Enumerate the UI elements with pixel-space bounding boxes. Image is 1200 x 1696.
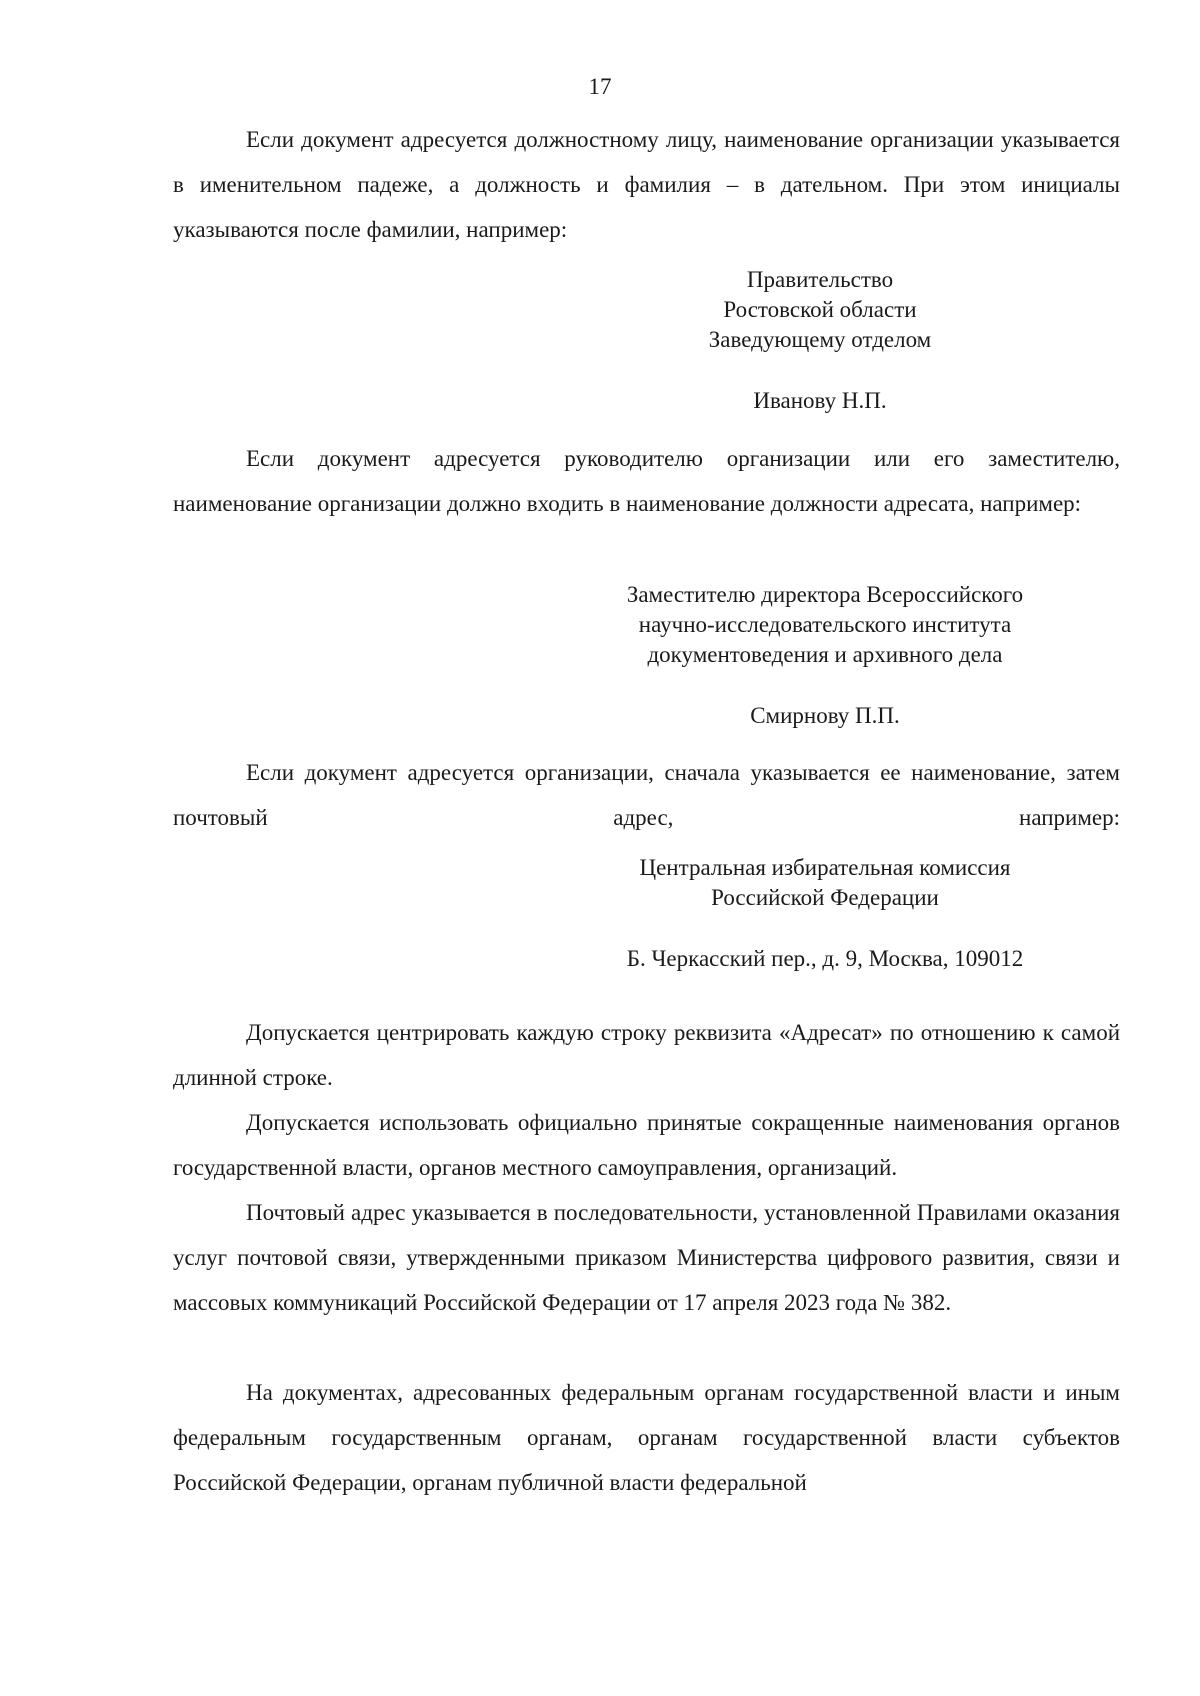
example-line: документоведения и архивного дела	[647, 642, 1003, 667]
example-line: Центральная избирательная комиссия	[639, 855, 1011, 880]
example-addressee-head	[590, 580, 1060, 670]
example-line: Заместителю директора Всероссийского	[626, 582, 1024, 607]
example-line: Ростовской области	[723, 297, 917, 322]
paragraph-official-addressee: Если документ адресуется должностному лицу, наименование организации указывается в именительном падеже, а должность и фамилия – в дательном. При этом инициалы указываются после фамилии, например:	[173, 127, 1120, 242]
paragraph-centering: Допускается центрировать каждую строку реквизита «Адресат» по отношению к самой длинной строке.	[173, 1020, 1120, 1090]
example-addressee-name: Иванову Н.П.	[753, 388, 887, 413]
example-line: Российской Федерации	[711, 885, 939, 910]
paragraph-organization-addressee: Если документ адресуется организации, сначала указывается ее наименование, затем почтовый адрес, например:	[173, 760, 1120, 830]
example-line: Правительство	[746, 267, 894, 292]
example-addressee-organization	[590, 853, 1060, 913]
paragraph-head-addressee: Если документ адресуется руководителю организации или его заместителю, наименование организации должно входить в наименование должности адресата, например:	[173, 446, 1120, 516]
example-line: научно-исследовательского института	[638, 612, 1012, 637]
paragraph-postal-address: Почтовый адрес указывается в последовательности, установленной Правилами оказания услуг почтовой связи, утвержденными приказом Министерства цифрового развития, связи и массовых коммуникаций Российской Федерации от 17 апреля 2023 года № 382.	[173, 1200, 1120, 1315]
paragraph-abbreviations: Допускается использовать официально принятые сокращенные наименования органов государственной власти, органов местного самоуправления, организаций.	[173, 1110, 1120, 1180]
example-addressee-name: Смирнову П.П.	[750, 703, 900, 728]
example-line: Заведующему отделом	[708, 327, 932, 352]
paragraph-federal-bodies: На документах, адресованных федеральным органам государственной власти и иным федеральным государственным органам, органам государственной власти субъектов Российской Федерации, органам публичной власти федеральной	[173, 1380, 1120, 1495]
example-addressee-official	[690, 265, 950, 355]
page-number: 17	[588, 74, 612, 99]
example-postal-address: Б. Черкасский пер., д. 9, Москва, 109012	[626, 946, 1024, 971]
